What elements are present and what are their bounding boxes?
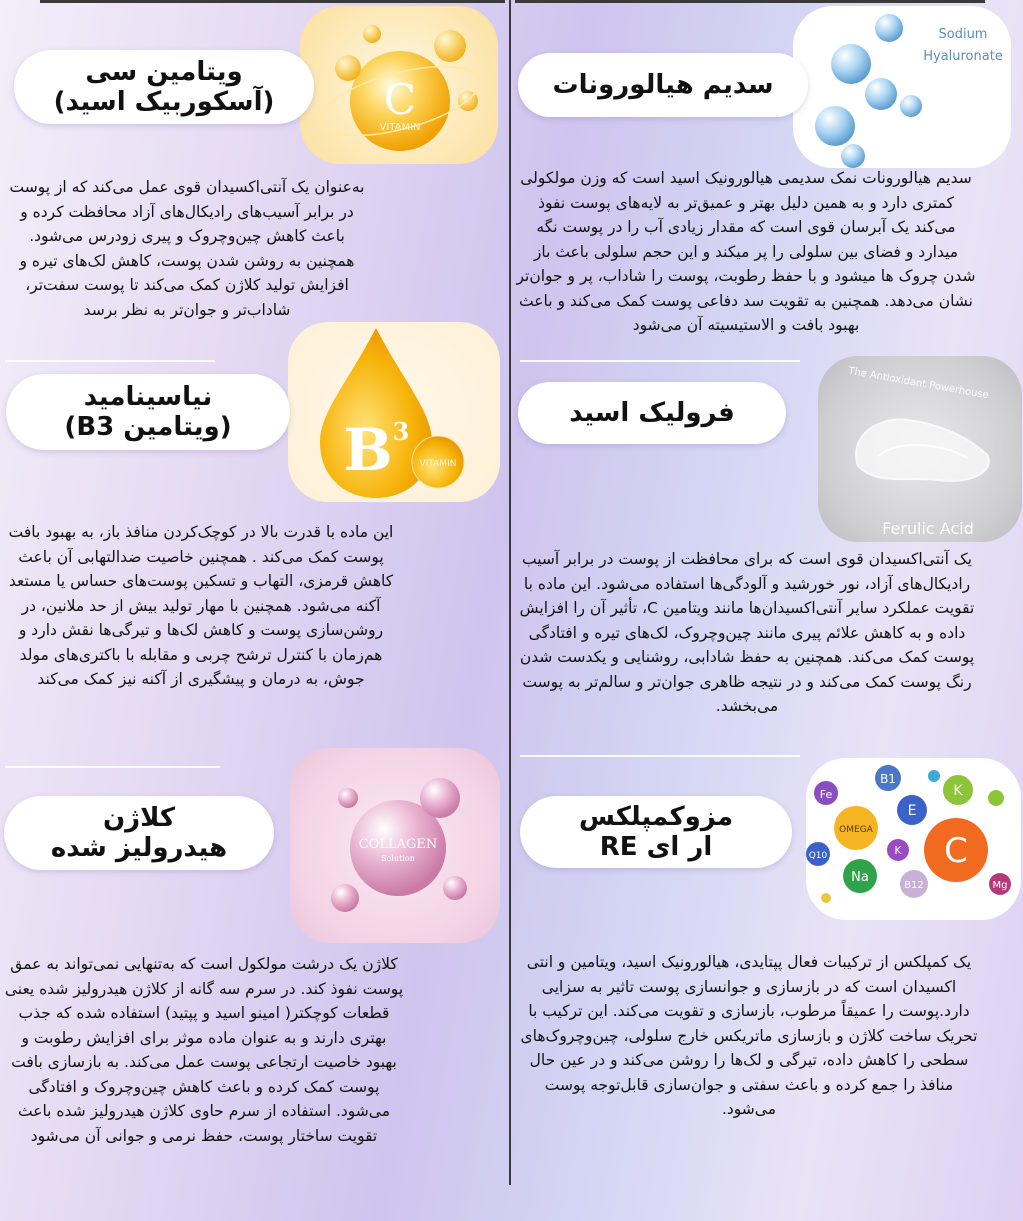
separator-left-1 (5, 360, 215, 362)
top-rule-left (40, 0, 505, 3)
vitamin-b1-label: B1 (880, 772, 896, 786)
ferulic-acid-title-text: فرولیک اسید (569, 398, 735, 428)
collagen-image (290, 748, 500, 943)
vitamin-c-title (14, 50, 314, 124)
sodium-hyaluronate-description: سدیم هیالورونات نمک سدیمی هیالورونیک اسید است که وزن مولکولی کمتری دارد و به همین دلیل بهتر و عمیق‌تر به لایه‌های پوست نفوذ می‌کند یک آبرسان قوی است که مقدار زیادی آب را در پوست نگه میدارد و فضای بین سلولی را پر میکند و این حجم سلولی باعث باز شدن چروک ها میشود و با حفظ رطوبت، پوست را شاداب، پر و جوان‌تر نشان می‌دهد. همچنین به تقویت سد دفاعی پوست کمک می‌کند و باعث بهبود بافت و الاستیسیته آن می‌شود (516, 169, 976, 334)
ferulic-acid-description: یک آنتی‌اکسیدان قوی است که برای محافظت از پوست در برابر آسیب رادیکال‌های آزاد، نور خورشید و آلودگی‌ها استفاده می‌شود. این ماده با تقویت عملکرد سایر آنتی‌اکسیدان‌ها مانند ویتامین C، تأثیر آن را افزایش داده و به کاهش علائم پیری مانند چین‌وچروک، لک‌های تیره و افتادگی پوست کمک می‌کند. همچنین به حفظ شادابی، روشنایی و یکدست شدن رنگ پوست کمک می‌کند و در نتیجه ظاهری جوان‌تر و سالم‌تر به پوست می‌بخشد. (519, 550, 975, 715)
omega-label: OMEGA (839, 825, 873, 835)
mesocomplex-title (520, 796, 792, 868)
ferulic-caption-top: The Antioxidant Powerhouse (847, 365, 990, 402)
sodium-caption-line1: Sodium (938, 27, 988, 42)
ferulic-acid-title (518, 382, 786, 444)
collagen-description: کلاژن یک درشت مولکول است که به‌تنهایی نمی‌تواند به عمق پوست نفوذ کند. در سرم سه گانه از کلاژن هیدرولیز شده یعنی قطعات کوچکتر( امینو اسید و پپتید) استفاده شده که جذب بهتری دارند و به عنوان ماده موثر برای افزایش رطوبت و بهبود خاصیت ارتجاعی پوست عمل می‌کند. به بازسازی بافت پوست کمک کرده و باعث کاهش چین‌وچروک و افتادگی می‌شود. استفاده از سرم حاوی کلاژن هیدرولیز شده باعث تقویت ساختار پوست، حفظ نرمی و جوانی آن می‌شود (4, 955, 404, 1145)
top-rule-right (515, 0, 985, 3)
sodium-hyaluronate-image (793, 6, 1011, 168)
mesocomplex-image (806, 758, 1021, 920)
separator-right-1 (520, 360, 800, 362)
mesocomplex-title-line1: مزوکمپلکس (578, 802, 734, 832)
sodium-hyaluronate-title (518, 53, 808, 117)
niacinamide-title (6, 374, 290, 450)
mesocomplex-description: یک کمپلکس از ترکیبات فعال پپتایدی، هیالورونیک اسید، ویتامین و انتی اکسیدان است که در بازسازی و جوانسازی پوست تاثیر به سزایی دارد.پوست را عمیقاً مرطوب، بازسازی و تقویت می‌کند. این ترکیب با تحریک ساخت کلاژن و بازسازی ماتریکس خارج سلولی، چین‌وچروک‌های سطحی را کاهش داده، تیرگی و لک‌ها را روشن می‌کند و در عین حال منافذ را جمع کرده و باعث سفتی و جوان‌سازی قابل‌توجه پوست می‌شود. (520, 953, 978, 1118)
vitamin-c-sublabel: VITAMIN (379, 122, 421, 133)
vitamin-c-letter: C (383, 75, 417, 124)
column-divider (509, 0, 511, 1185)
collagen-title-line2: هیدرولیز شده (50, 833, 228, 863)
mg-label: Mg (992, 880, 1008, 891)
vitamin-c-title-line1: ویتامین سی (85, 57, 243, 87)
vitamin-c-image (300, 6, 498, 164)
b3-letter: B (343, 416, 393, 484)
fe-label: Fe (819, 788, 833, 801)
separator-left-2 (5, 766, 220, 768)
vitamin-k-label: K (953, 783, 963, 799)
niacinamide-title-line2: (ویتامین B3) (64, 412, 232, 442)
vitamin-c-label: C (944, 831, 968, 871)
collagen-title (4, 796, 274, 870)
mesocomplex-title-line2: ار ای RE (599, 832, 713, 862)
b3-superscript: 3 (392, 417, 410, 446)
sodium-caption-line2: Hyaluronate (923, 49, 1003, 64)
collagen-image-label: COLLAGEN (358, 837, 438, 852)
collagen-image-sublabel: Solution (381, 854, 415, 863)
collagen-title-line1: کلاژن (102, 803, 176, 833)
vitamin-c-description: به‌عنوان یک آنتی‌اکسیدان قوی عمل می‌کند که از پوست در برابر آسیب‌های رادیکال‌های آزاد محافظت کرده و باعث کاهش چین‌وچروک و پیری زودرس می‌شود. همچنین به روشن شدن پوست، کاهش لک‌های تیره و افزایش تولید کلاژن کمک می‌کند تا پوست سفت‌تر، شاداب‌تر و جوان‌تر به نظر برسد (9, 178, 365, 319)
vitamin-e-label: E (907, 803, 917, 819)
b3-sublabel: VITAMIN (419, 459, 457, 469)
niacinamide-title-line1: نیاسینامید (83, 382, 213, 412)
ferulic-caption-bottom: Ferulic Acid (882, 519, 974, 538)
mineral-k-label: K (894, 844, 902, 857)
b12-label: B12 (904, 880, 924, 891)
na-label: Na (851, 870, 869, 885)
niacinamide-image (288, 322, 500, 502)
separator-right-2 (520, 755, 800, 757)
ferulic-acid-image (818, 356, 1022, 542)
vitamin-c-title-line2: (آسکوربیک اسید) (53, 87, 275, 117)
sodium-hyaluronate-title-text: سدیم هیالورونات (552, 70, 774, 100)
q10-label: Q10 (808, 851, 828, 861)
niacinamide-description: این ماده با قدرت بالا در کوچک‌کردن منافذ باز، به بهبود بافت پوست کمک می‌کند . همچنین خاصیت ضدالتهابی آن باعث کاهش قرمزی، التهاب و تسکین پوست‌های حساس یا مستعد آکنه می‌شود. همچنین با مهار تولید بیش از حد ملانین، در روشن‌سازی پوست و کاهش لک‌ها و تیرگی‌ها نقش دارد و هم‌زمان با کنترل ترشح چربی و مقابله با باکتری‌های مولد جوش، به درمان و پیشگیری از آکنه نیز کمک می‌کند (8, 523, 394, 688)
